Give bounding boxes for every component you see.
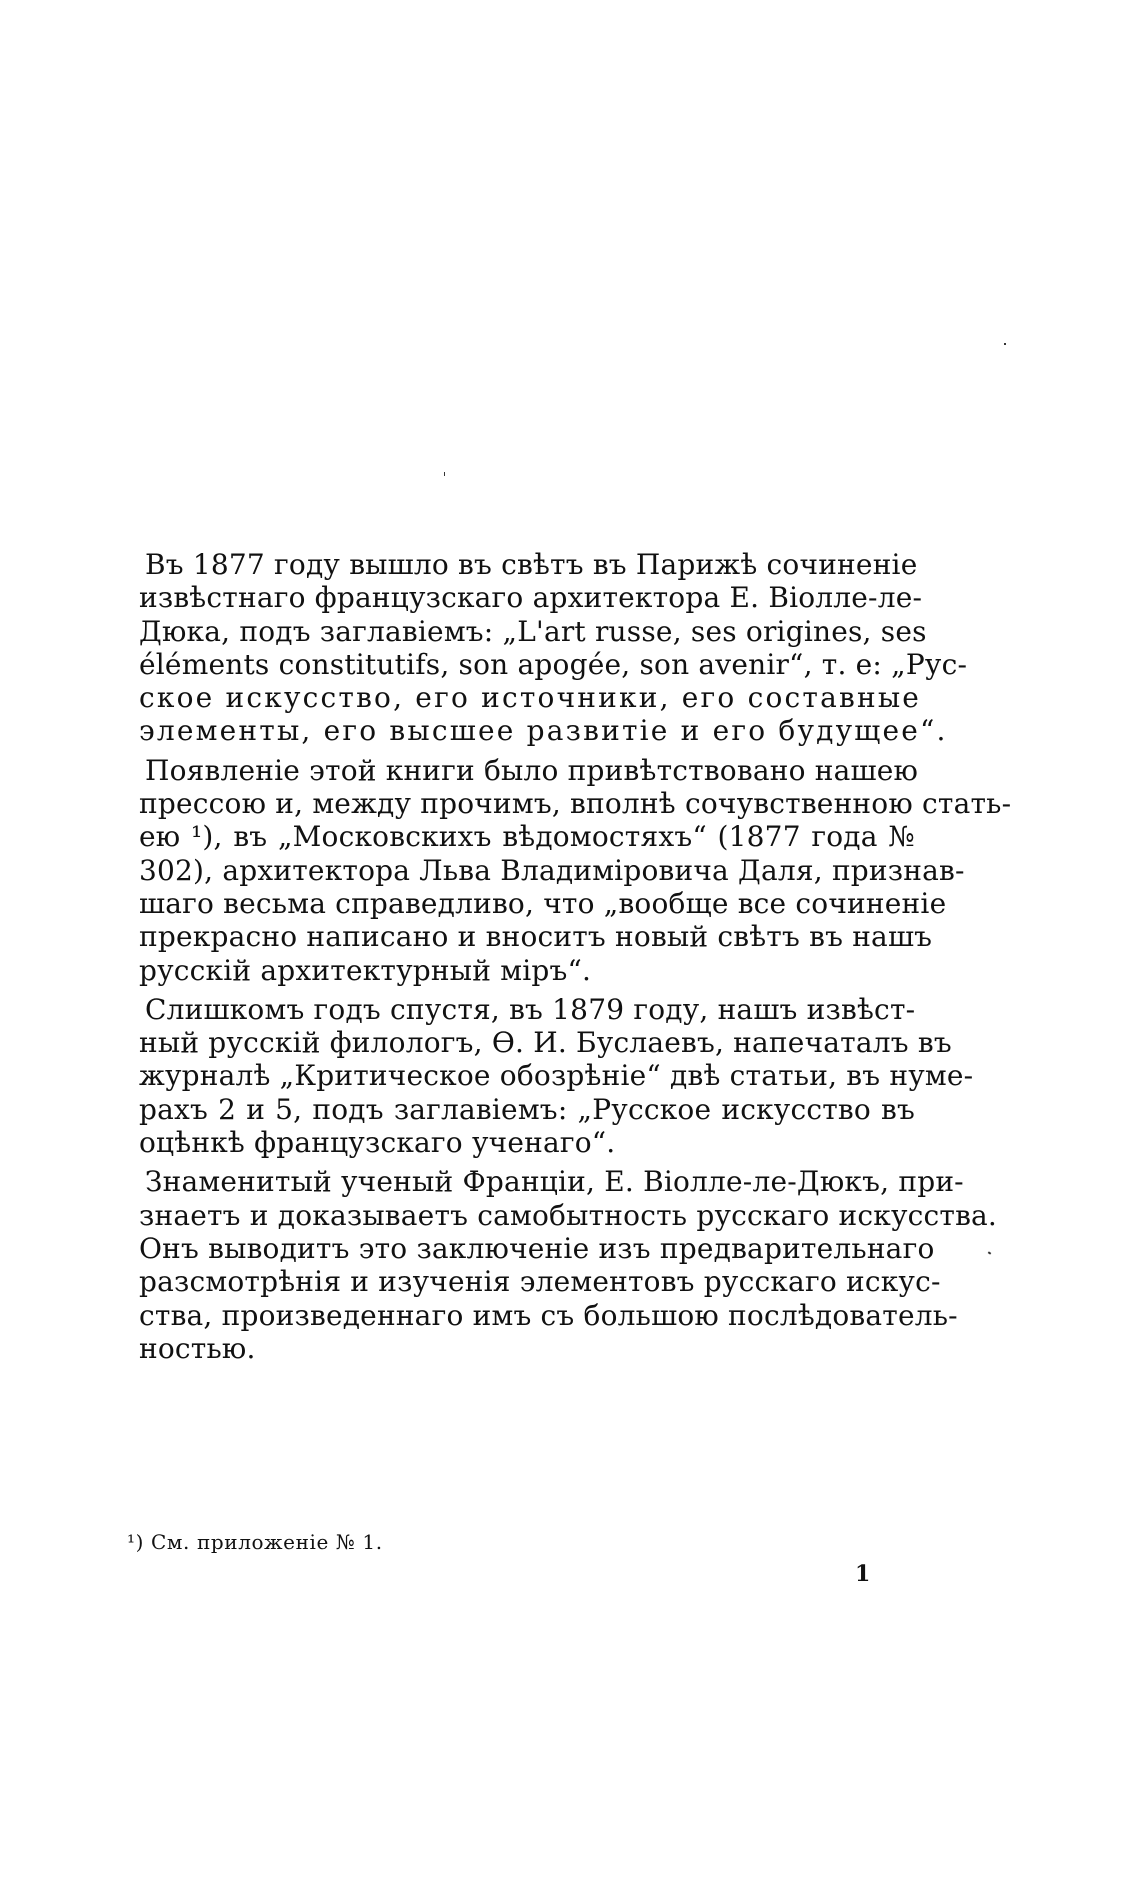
text-line: журналѣ „Критическое обозрѣніе“ двѣ статьи, въ нуме-: [139, 1059, 974, 1093]
text-line: знаетъ и доказываетъ самобытность русскаго искусства.: [139, 1198, 998, 1232]
paragraph-3: [139, 992, 974, 1160]
text-line: оцѣнкѣ французскаго ученаго“.: [139, 1126, 616, 1160]
paragraph-2: [139, 753, 1012, 987]
text-line: рахъ 2 и 5, подъ заглавіемъ: „Русское искусство въ: [139, 1092, 915, 1126]
text-line: Онъ выводитъ это заключеніе изъ предварительнаго: [139, 1231, 935, 1265]
text-line: Слишкомъ годъ спустя, въ 1879 году, нашъ извѣст-: [145, 992, 916, 1026]
text-line: ское искусство, его источники, его составные: [139, 681, 922, 715]
text-line: Въ 1877 году вышло въ свѣтъ въ Парижѣ сочиненіе: [145, 548, 918, 581]
text-line: Дюка, подъ заглавіемъ: „L'art russe, ses origines, ses: [139, 614, 927, 648]
text-line: извѣстнаго французскаго архитектора Е. Віолле-ле-: [139, 581, 923, 615]
scan-speck: [444, 472, 445, 476]
body-text: [139, 548, 1012, 1365]
text-line: ностью.: [139, 1331, 256, 1365]
text-line: прессою и, между прочимъ, вполнѣ сочувственною стать-: [139, 787, 1012, 821]
text-line: разсмотрѣнія и изученія элементовъ русскаго искус-: [139, 1265, 941, 1299]
text-line: Знаменитый ученый Франціи, Е. Віолле-ле-Дюкъ, при-: [145, 1165, 964, 1199]
text-line: элементы, его высшее развитіе и его будущее“.: [139, 714, 948, 748]
text-line: ный русскій филологъ, Ѳ. И. Буслаевъ, напечаталъ въ: [139, 1026, 952, 1060]
text-line: русскій архитектурный міръ“.: [139, 953, 592, 987]
scan-speck: [1004, 343, 1006, 345]
page-number: 1: [855, 1561, 871, 1587]
text-line: Появленіе этой книги было привѣтствовано нашею: [145, 753, 919, 787]
scan-speck: [988, 1251, 992, 1254]
text-line: шаго весьма справедливо, что „вообще все сочиненіе: [139, 886, 947, 920]
paragraph-1: [139, 548, 968, 748]
text-line: 302), архитектора Льва Владиміровича Даля, признав-: [139, 853, 965, 887]
text-line: ею ¹), въ „Московскихъ вѣдомостяхъ“ (1877 года №: [139, 820, 915, 854]
text-line: прекрасно написано и вноситъ новый свѣтъ въ нашъ: [139, 920, 933, 954]
text-line: ства, произведеннаго имъ съ большою послѣдователь-: [139, 1298, 958, 1332]
paragraph-4: [139, 1165, 998, 1365]
text-line: éléments constitutifs, son apogée, son avenir“, т. е: „Рус-: [139, 647, 968, 681]
footnote: ¹) См. приложеніе № 1.: [127, 1530, 383, 1554]
